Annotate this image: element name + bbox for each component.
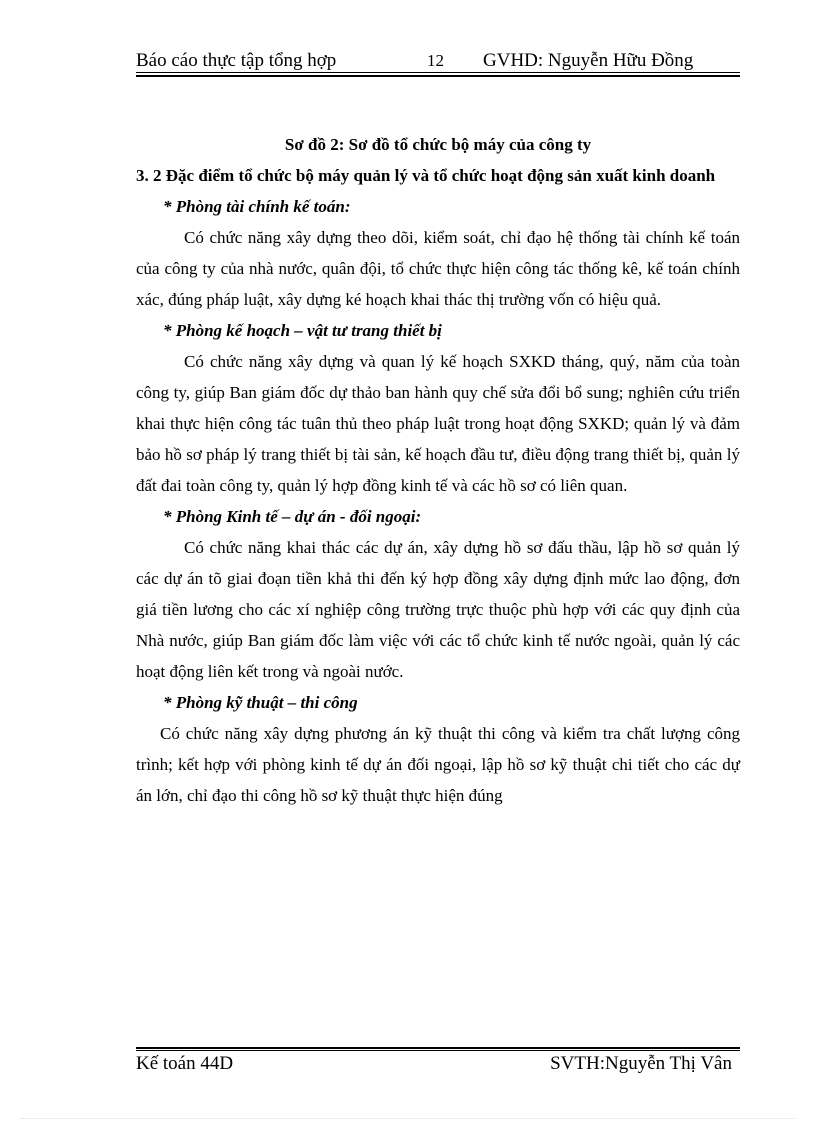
paragraph-finance: Có chức năng xây dựng theo dõi, kiểm soát, chỉ đạo hệ thống tài chính kế toán của công ty của nhà nước, quân đội, tổ chức thực hiện công tác thống kê, kế toán chính xác, đúng pháp luật, xây dựng ké hoạch khai thác thị trường vốn có hiệu quả. (136, 228, 740, 309)
header-divider (136, 72, 740, 73)
header-divider-thick (136, 75, 740, 77)
page-header (136, 50, 740, 74)
class-name: Kế toán 44D (136, 1053, 234, 1074)
supervisor-name: GVHD: Nguyễn Hữu Đồng (483, 50, 694, 71)
paragraph-technical: Có chức năng xây dựng phương án kỹ thuật thi công và kiểm tra chất lượng công trình; kết hợp với phòng kinh tế dự án đối ngoại, lập hồ sơ kỹ thuật chi tiết cho các dự án lớn, chỉ đạo thi công hồ sơ kỹ thuật thực hiện đúng (136, 724, 740, 805)
subsection-title-economics: * Phòng Kinh tế – dự án - đối ngoại: (163, 507, 422, 526)
subsection-title-technical: * Phòng kỹ thuật – thi công (163, 693, 358, 712)
page-number: 12 (427, 51, 444, 70)
student-name: SVTH:Nguyễn Thị Vân (550, 1053, 732, 1074)
paragraph-economics: Có chức năng khai thác các dự án, xây dựng hồ sơ đấu thầu, lập hồ sơ quản lý các dự án tõ giai đoạn tiền khả thi đến ký hợp đồng xây dựng định mức lao động, đơn giá tiền lương cho các xí nghiệp công trường trực thuộc phù hợp với các quy định của Nhà nước, giúp Ban giám đốc làm việc với các tổ chức kinh tế nước ngoài, quản lý các hoạt động liên kết trong và ngoài nước. (136, 538, 740, 681)
subsection-title-finance: * Phòng tài chính kế toán: (163, 197, 351, 216)
footer-divider (136, 1050, 740, 1051)
paragraph-planning: Có chức năng xây dựng và quan lý kế hoạch SXKD tháng, quý, năm của toàn công ty, giúp Ban giám đốc dự thảo ban hành quy chế sửa đổi bổ sung; nghiên cứu triển khai thực hiện công tác tuân thủ theo pháp luật trong hoạt động SXKD; quản lý và đảm bảo hồ sơ pháp lý trang thiết bị tài sản, kế hoạch đầu tư, điều động trang thiết bị, quản lý đất đai toàn công ty, quản lý hợp đồng kinh tế và các hồ sơ có liên quan. (136, 352, 740, 495)
footer-divider-thick (136, 1047, 740, 1049)
report-title: Báo cáo thực tập tổng hợp (136, 50, 337, 71)
figure-caption: Sơ đồ 2: Sơ đồ tổ chức bộ máy của công ty (284, 135, 592, 154)
page-footer (136, 1053, 740, 1077)
section-heading: 3. 2 Đặc điểm tổ chức bộ máy quản lý và tổ chức hoạt động sản xuất kinh doanh (136, 166, 716, 185)
page-edge (20, 1118, 796, 1119)
subsection-title-planning: * Phòng kế hoạch – vật tư trang thiết bị (163, 321, 442, 340)
page-body (136, 130, 740, 811)
